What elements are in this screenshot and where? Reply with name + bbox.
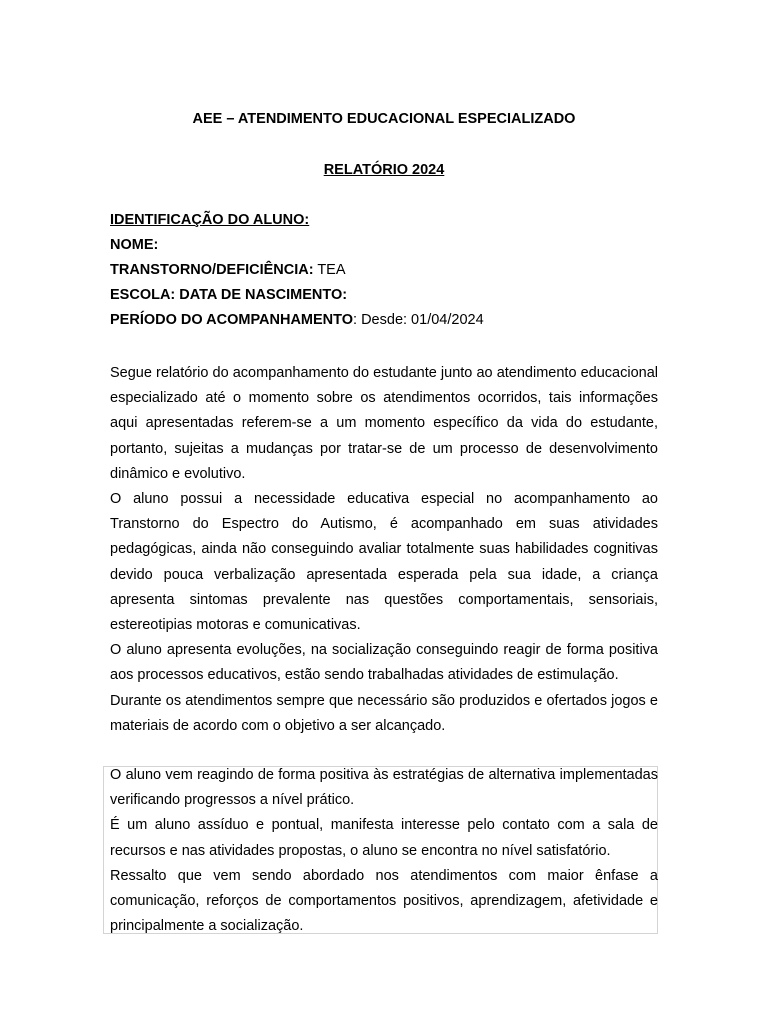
document-title: AEE – ATENDIMENTO EDUCACIONAL ESPECIALIZADO [192,111,576,127]
identification-heading-line [110,211,658,236]
report-paragraph: O aluno vem reagindo de forma positiva às estratégias de alternativa implementadas verificando progressos a nível prático. [110,767,658,809]
name-label: NOME: [110,237,159,253]
report-paragraph: Durante os atendimentos sempre que necessário são produzidos e ofertados jogos e materiais de acordo com o objetivo a ser alcançado. [110,692,658,734]
report-paragraph: O aluno apresenta evoluções, na socialização conseguindo reagir de forma positiva aos processos educativos, estão sendo trabalhadas atividades de estimulação. [110,642,658,684]
school-line [110,286,658,311]
report-paragraph: É um aluno assíduo e pontual, manifesta interesse pelo contato com a sala de recursos e nas atividades propostas, o aluno se encontra no nível satisfatório. [110,817,658,859]
student-identification [110,211,658,336]
report-paragraph: Segue relatório do acompanhamento do estudante junto ao atendimento educacional especializado até o momento sobre os atendimentos ocorridos, tais informações aqui apresentadas referem-se a um momento específico da vida do estudante, portanto, sujeitas a mudanças por tratar-se de um processo de desenvolvimento dinâmico e evolutivo. [110,365,658,482]
condition-label: TRANSTORNO/DEFICIÊNCIA: [110,262,314,278]
period-value: : Desde: 01/04/2024 [353,312,484,328]
period-line [110,311,658,336]
condition-value: TEA [313,262,346,278]
report-body [110,361,658,739]
condition-line [110,261,658,286]
name-line [110,236,658,261]
report-paragraph: O aluno possui a necessidade educativa especial no acompanhamento ao Transtorno do Espectro do Autismo, é acompanhado em suas atividades pedagógicas, ainda não conseguindo avaliar totalmente suas habilidades cognitivas devido pouca verbalização apresentada esperada pela sua idade, a criança apresenta sintomas prevalente nas questões comportamentais, sensoriais, estereotipias motoras e comunicativas. [110,491,658,634]
highlighted-report-body [110,763,658,939]
identification-heading: IDENTIFICAÇÃO DO ALUNO: [110,212,310,228]
report-paragraph: Ressalto que vem sendo abordado nos atendimentos com maior ênfase a comunicação, reforços de comportamentos positivos, aprendizagem, afetividade e principalmente a socialização. [110,867,658,935]
report-year-title: RELATÓRIO 2024 [323,162,445,178]
school-birthdate-label: ESCOLA: DATA DE NASCIMENTO: [110,287,348,303]
period-label: PERÍODO DO ACOMPANHAMENTO [110,312,354,328]
